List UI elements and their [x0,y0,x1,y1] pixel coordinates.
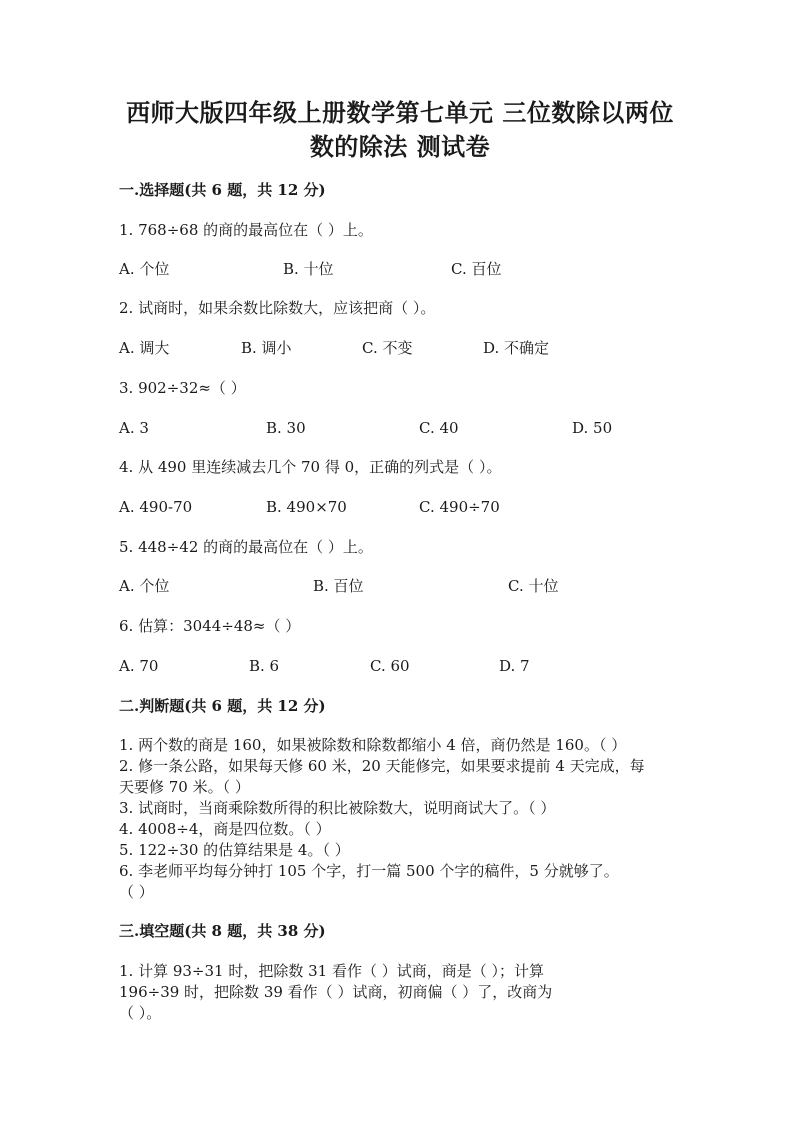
option-a: A. 调大 [119,339,170,357]
judgement-line: 5. 122÷30 的估算结果是 4。（ ） [119,841,350,859]
option-b: B. 30 [266,419,306,437]
section-heading-true-false: 二.判断题(共 6 题，共 12 分) [119,697,326,715]
judgement-line: 2. 修一条公路，如果每天修 60 米，20 天能修完，如果要求提前 4 天完成，每 [119,757,645,775]
option-a: A. 个位 [119,577,170,595]
fill-in-line: 196÷39 时，把除数 39 看作（ ）试商，初商偏（ ）了，改商为 [119,983,553,1001]
option-c: C. 十位 [508,577,559,595]
option-c: C. 百位 [451,260,502,278]
question-text: 4. 从 490 里连续减去几个 70 得 0，正确的列式是（ ）。 [119,458,502,476]
option-a: A. 490-70 [119,498,193,516]
option-b: B. 6 [249,657,280,675]
page-title-line-1: 西师大版四年级上册数学第七单元 三位数除以两位 [126,98,674,127]
option-b: B. 490×70 [266,498,347,516]
option-b: B. 调小 [241,339,292,357]
judgement-line: （ ） [119,883,154,901]
section-heading-multiple-choice: 一.选择题(共 6 题，共 12 分) [119,181,326,199]
judgement-line: 1. 两个数的商是 160，如果被除数和除数都缩小 4 倍，商仍然是 160。（ ） [119,736,627,754]
option-b: B. 百位 [313,577,364,595]
judgement-line: 6. 李老师平均每分钟打 105 个字，打一篇 500 个字的稿件，5 分就够了。 [119,862,619,880]
judgement-line: 天要修 70 米。（ ） [119,778,250,796]
option-a: A. 70 [119,657,159,675]
option-c: C. 40 [419,419,459,437]
question-text: 5. 448÷42 的商的最高位在（ ）上。 [119,538,373,556]
option-c: C. 60 [370,657,410,675]
option-c: C. 不变 [362,339,413,357]
option-d: D. 50 [572,419,613,437]
option-a: A. 3 [119,419,149,437]
question-text: 6. 估算：3044÷48≈（ ） [119,617,301,635]
judgement-line: 4. 4008÷4，商是四位数。（ ） [119,820,331,838]
question-text: 1. 768÷68 的商的最高位在（ ）上。 [119,221,373,239]
option-c: C. 490÷70 [419,498,500,516]
page-title-line-2: 数的除法 测试卷 [309,132,491,161]
option-a: A. 个位 [119,260,170,278]
fill-in-line: （ ）。 [119,1004,162,1022]
option-b: B. 十位 [283,260,334,278]
option-d: D. 不确定 [483,339,550,357]
question-text: 2. 试商时，如果余数比除数大，应该把商（ ）。 [119,299,436,317]
question-text: 3. 902÷32≈（ ） [119,379,246,397]
option-d: D. 7 [499,657,530,675]
fill-in-line: 1. 计算 93÷31 时，把除数 31 看作（ ）试商，商是（ ）；计算 [119,962,545,980]
judgement-line: 3. 试商时，当商乘除数所得的积比被除数大，说明商试大了。（ ） [119,799,556,817]
section-heading-fill-in: 三.填空题(共 8 题，共 38 分) [119,922,326,940]
